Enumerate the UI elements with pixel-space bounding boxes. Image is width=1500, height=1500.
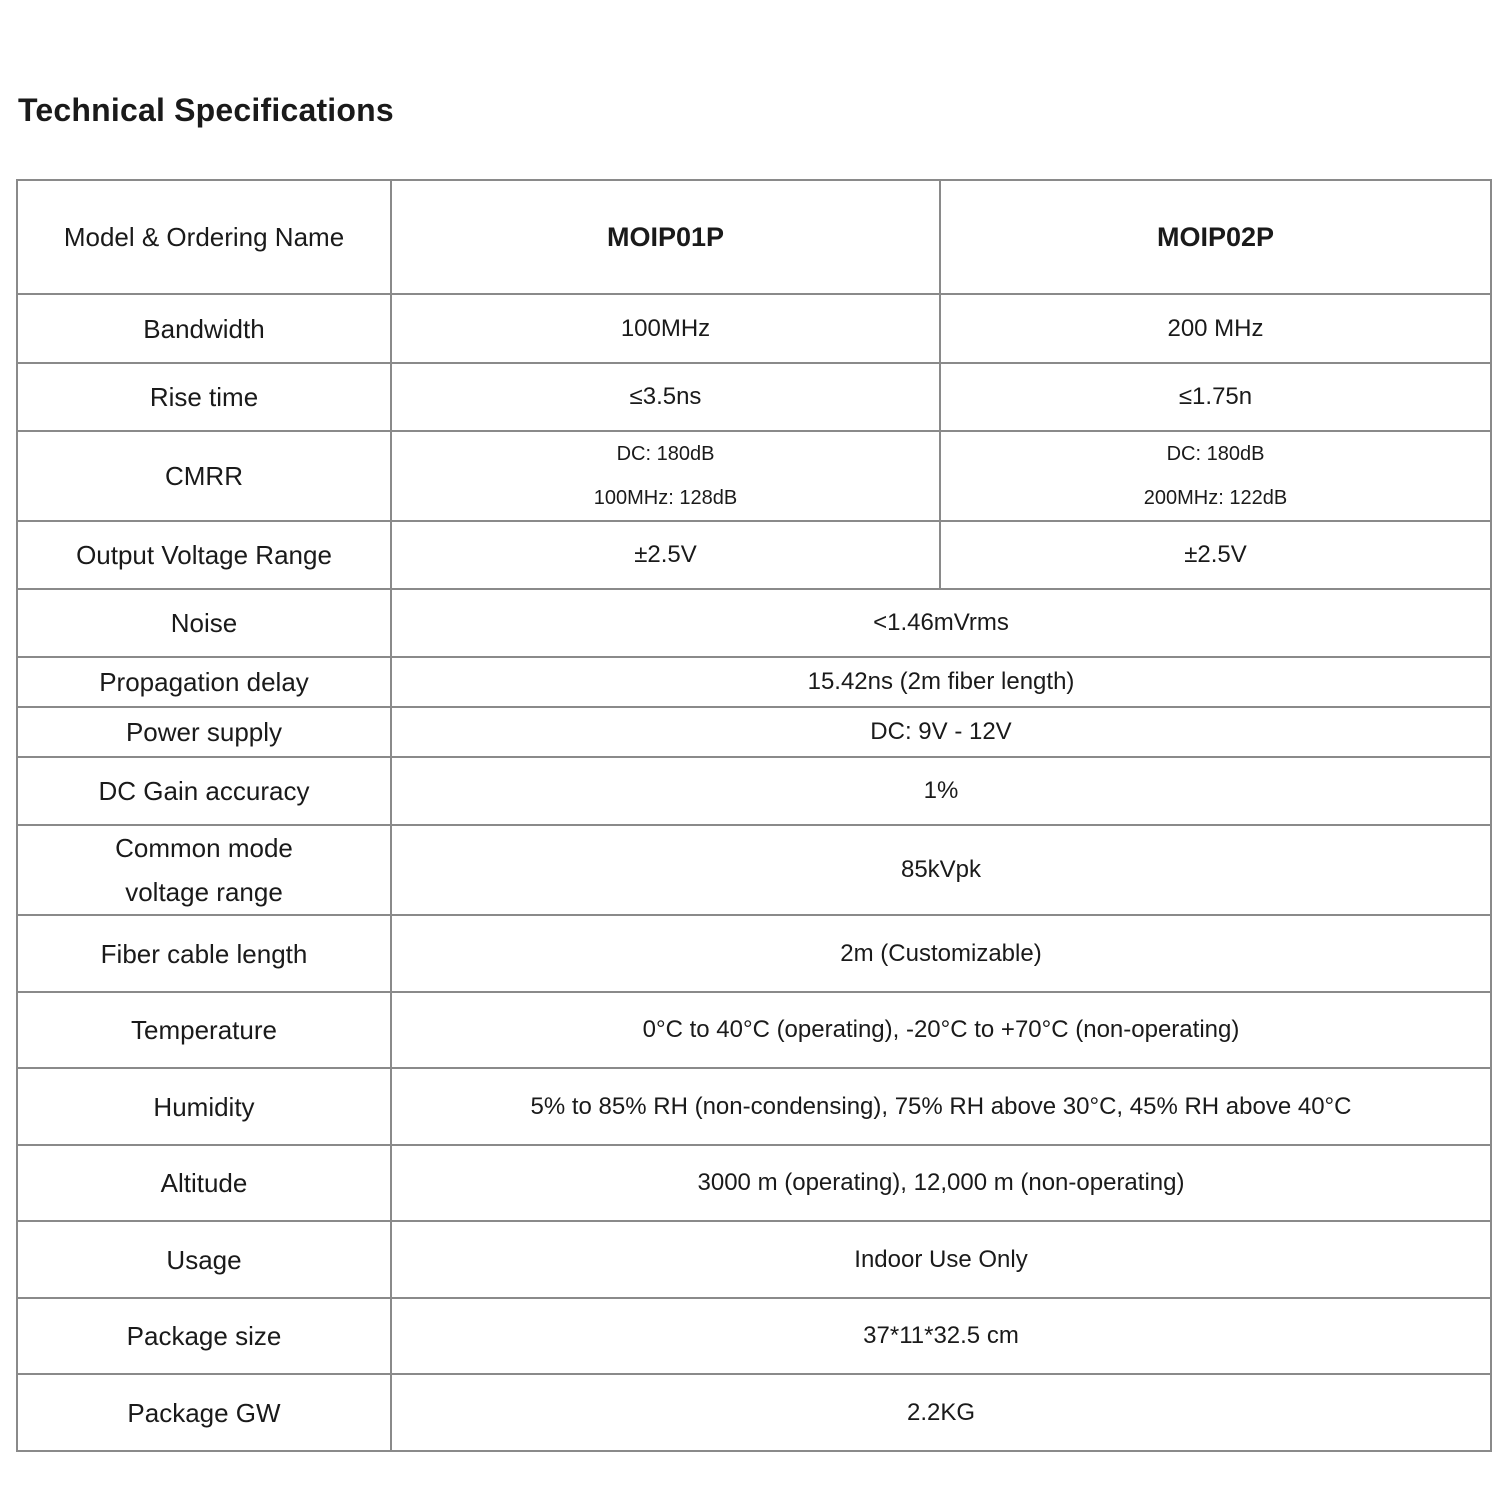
cmrr-moip01p bbox=[391, 431, 940, 521]
humidity-value: 5% to 85% RH (non-condensing), 75% RH above 30°C, 45% RH above 40°C bbox=[391, 1068, 1491, 1145]
table-row-noise bbox=[17, 589, 1491, 657]
table-row-bandwidth bbox=[17, 294, 1491, 363]
package-gw-value: 2.2KG bbox=[391, 1374, 1491, 1451]
table-row-cmrr bbox=[17, 431, 1491, 521]
common-mode-voltage-range-label bbox=[17, 825, 391, 915]
table-row-rise-time bbox=[17, 363, 1491, 431]
temperature-label: Temperature bbox=[17, 992, 391, 1068]
altitude-label: Altitude bbox=[17, 1145, 391, 1221]
table-row-propagation-delay bbox=[17, 657, 1491, 707]
cmrr-moip01p-dc: DC: 180dB bbox=[616, 443, 715, 465]
model-moip02p: MOIP02P bbox=[940, 180, 1491, 294]
bandwidth-moip02p: 200 MHz bbox=[940, 294, 1491, 363]
usage-value: Indoor Use Only bbox=[391, 1221, 1491, 1298]
common-mode-label-line-1: Common mode bbox=[115, 833, 293, 863]
table-row-temperature bbox=[17, 992, 1491, 1068]
dc-gain-accuracy-value: 1% bbox=[391, 757, 1491, 825]
output-voltage-range-moip02p: ±2.5V bbox=[940, 521, 1491, 589]
power-supply-label: Power supply bbox=[17, 707, 391, 757]
propagation-delay-label: Propagation delay bbox=[17, 657, 391, 707]
table-row-common-mode-voltage-range bbox=[17, 825, 1491, 915]
humidity-label: Humidity bbox=[17, 1068, 391, 1145]
temperature-value: 0°C to 40°C (operating), -20°C to +70°C (non-operating) bbox=[391, 992, 1491, 1068]
cmrr-moip02p bbox=[940, 431, 1491, 521]
model-moip01p: MOIP01P bbox=[391, 180, 940, 294]
cmrr-moip02p-hf: 200MHz: 122dB bbox=[1143, 487, 1288, 509]
package-size-label: Package size bbox=[17, 1298, 391, 1374]
fiber-cable-length-value: 2m (Customizable) bbox=[391, 915, 1491, 992]
common-mode-voltage-range-value: 85kVpk bbox=[391, 825, 1491, 915]
cmrr-moip01p-hf: 100MHz: 128dB bbox=[593, 487, 738, 509]
package-gw-label: Package GW bbox=[17, 1374, 391, 1451]
table-row-fiber-cable-length bbox=[17, 915, 1491, 992]
usage-label: Usage bbox=[17, 1221, 391, 1298]
rise-time-moip01p: ≤3.5ns bbox=[391, 363, 940, 431]
page-title: Technical Specifications bbox=[18, 92, 394, 128]
noise-value: <1.46mVrms bbox=[391, 589, 1491, 657]
fiber-cable-length-label: Fiber cable length bbox=[17, 915, 391, 992]
cmrr-label: CMRR bbox=[17, 431, 391, 521]
output-voltage-range-moip01p: ±2.5V bbox=[391, 521, 940, 589]
rise-time-label: Rise time bbox=[17, 363, 391, 431]
table-row-usage bbox=[17, 1221, 1491, 1298]
cmrr-moip02p-dc: DC: 180dB bbox=[1166, 443, 1265, 465]
altitude-value: 3000 m (operating), 12,000 m (non-operating) bbox=[391, 1145, 1491, 1221]
table-row-humidity bbox=[17, 1068, 1491, 1145]
power-supply-value: DC: 9V - 12V bbox=[391, 707, 1491, 757]
model-label: Model & Ordering Name bbox=[17, 180, 391, 294]
table-row-package-gw bbox=[17, 1374, 1491, 1451]
common-mode-label-line-2: voltage range bbox=[125, 877, 283, 907]
table-row-altitude bbox=[17, 1145, 1491, 1221]
table-row-model bbox=[17, 180, 1491, 294]
rise-time-moip02p: ≤1.75n bbox=[940, 363, 1491, 431]
dc-gain-accuracy-label: DC Gain accuracy bbox=[17, 757, 391, 825]
bandwidth-label: Bandwidth bbox=[17, 294, 391, 363]
bandwidth-moip01p: 100MHz bbox=[391, 294, 940, 363]
table-row-power-supply bbox=[17, 707, 1491, 757]
package-size-value: 37*11*32.5 cm bbox=[391, 1298, 1491, 1374]
spec-table bbox=[16, 179, 1492, 1452]
table-row-dc-gain-accuracy bbox=[17, 757, 1491, 825]
propagation-delay-value: 15.42ns (2m fiber length) bbox=[391, 657, 1491, 707]
noise-label: Noise bbox=[17, 589, 391, 657]
output-voltage-range-label: Output Voltage Range bbox=[17, 521, 391, 589]
table-row-package-size bbox=[17, 1298, 1491, 1374]
table-row-output-voltage-range bbox=[17, 521, 1491, 589]
